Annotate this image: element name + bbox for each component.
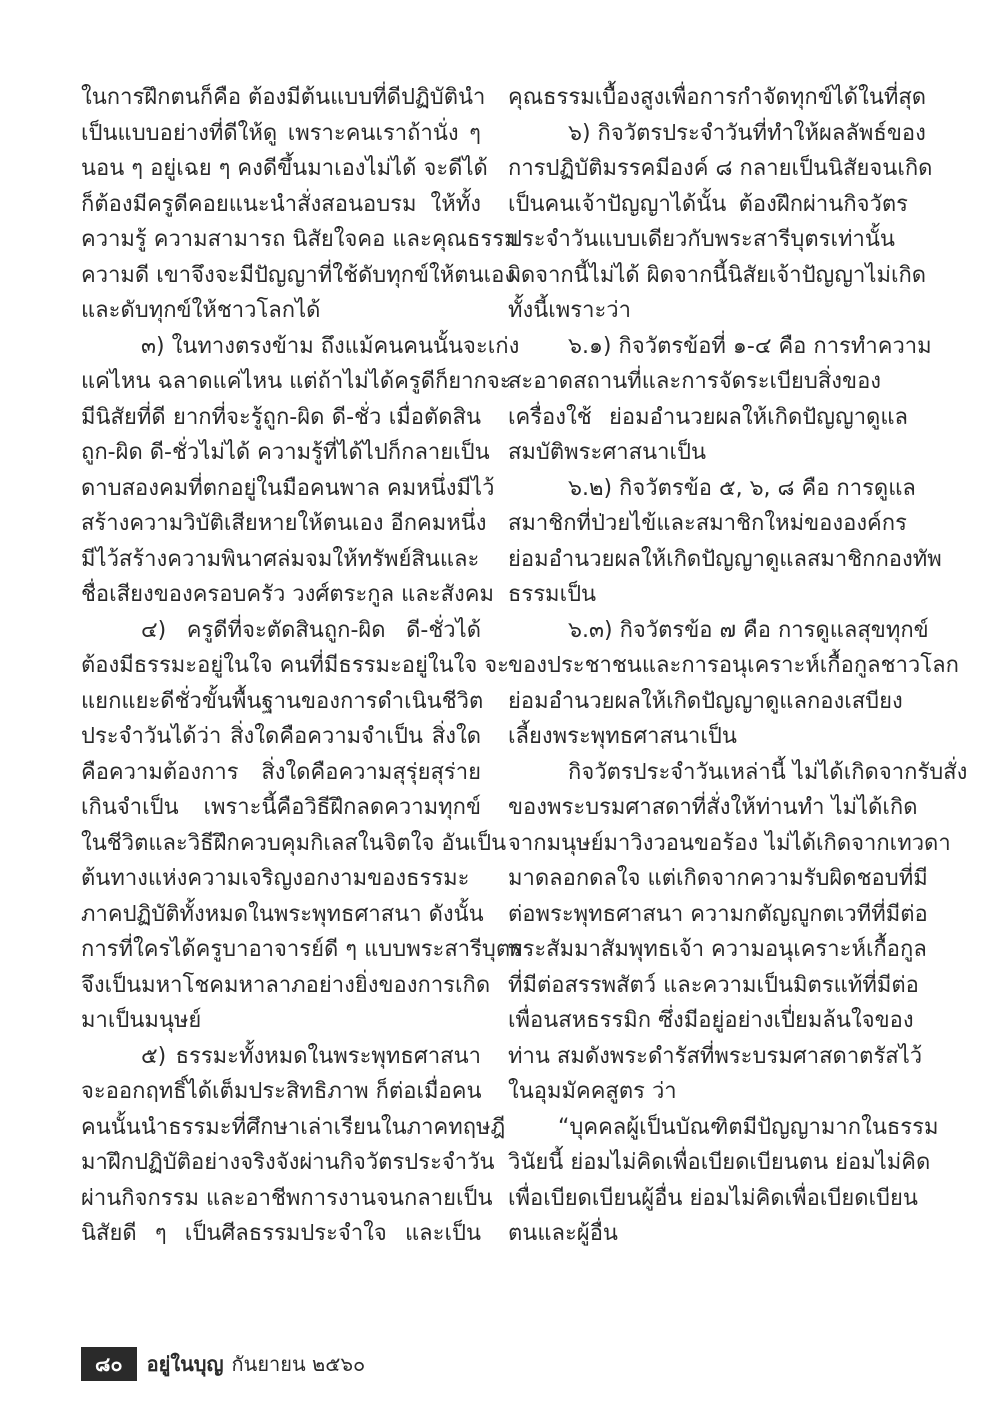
text-line: คือความต้องการ สิ่งใดคือความสุรุ่ยสุร่าย	[81, 759, 481, 785]
text-line: ย่อมอำนวยผลให้เกิดปัญญาดูแลกองเสบียง	[508, 688, 903, 714]
text-line: เครื่องใช้ ย่อมอำนวยผลให้เกิดปัญญาดูแล	[508, 404, 908, 430]
text-line: ต้องมีธรรมะอยู่ในใจ คนที่มีธรรมะอยู่ในใจ จะ	[81, 653, 509, 678]
text-line: ในชีวิตและวิธีฝึกควบคุมกิเลสในจิตใจ อันเป็น	[81, 830, 507, 856]
text-line: ต้นทางแห่งความเจริญงอกงามของธรรมะ	[81, 866, 470, 891]
text-line: การที่ใครได้ครูบาอาจารย์ดี ๆ แบบพระสารีบุตร	[81, 937, 522, 962]
text-line: และดับทุกข์ให้ชาวโลกได้	[81, 298, 321, 323]
text-line: มาเป็นมนุษย์	[81, 1008, 202, 1033]
text-line: พระสัมมาสัมพุทธเจ้า ความอนุเคราะห์เกื้อกูล	[508, 937, 927, 962]
quote-line: เพื่อเบียดเบียนผู้อื่น ย่อมไม่คิดเพื่อเบียดเบียน	[508, 1185, 918, 1211]
quote-line: ตนและผู้อื่น	[508, 1221, 618, 1246]
text-line: นิสัยดี ๆ เป็นศีลธรรมประจำใจ และเป็น	[81, 1221, 481, 1246]
quote-start: “บุคคลผู้เป็นบัณฑิตมีปัญญามากในธรรม	[558, 1114, 939, 1140]
text-line: ถูก-ผิด ดี-ชั่วไม่ได้ ความรู้ที่ได้ไปก็กลายเป็น	[81, 440, 490, 465]
paragraph-6-start: ๖) กิจวัตรประจำวันที่ทำให้ผลลัพธ์ของ	[568, 120, 926, 146]
paragraph-6-2-start: ๖.๒) กิจวัตรข้อ ๕, ๖, ๘ คือ การดูแล	[568, 475, 916, 501]
paragraph-4-start: ๔) ครูดีที่จะตัดสินถูก-ผิด ดี-ชั่วได้	[141, 617, 481, 643]
text-line: ประจำวันแบบเดียวกับพระสารีบุตรเท่านั้น	[508, 227, 895, 252]
text-line: แค่ไหน ฉลาดแค่ไหน แต่ถ้าไม่ได้ครูดีก็ยากจะ	[81, 369, 512, 394]
text-line: แยกแยะดีชั่วขั้นพื้นฐานของการดำเนินชีวิต	[81, 688, 484, 714]
magazine-title: อยู่ในบุญ	[146, 1352, 224, 1376]
text-line: ท่าน สมดังพระดำรัสที่พระบรมศาสดาตรัสไว้	[508, 1043, 923, 1069]
text-line: สร้างความวิบัติเสียหายให้ตนเอง อีกคมหนึ่ง	[81, 511, 487, 536]
text-line: มีไว้สร้างความพินาศล่มจมให้ทรัพย์สินและ	[81, 546, 480, 572]
text-line: จากมนุษย์มาวิงวอนขอร้อง ไม่ได้เกิดจากเทวดา	[508, 830, 951, 856]
text-line: ประจำวันได้ว่า สิ่งใดคือความจำเป็น สิ่งใด	[81, 724, 481, 749]
paragraph-6-1-start: ๖.๑) กิจวัตรข้อที่ ๑-๔ คือ การทำความ	[568, 333, 932, 359]
text-line: คนนั้นนำธรรมะที่ศึกษาเล่าเรียนในภาคทฤษฎี	[81, 1114, 506, 1140]
text-line: ย่อมอำนวยผลให้เกิดปัญญาดูแลสมาชิกกองทัพ	[508, 546, 942, 572]
paragraph-3-start: ๓) ในทางตรงข้าม ถึงแม้คนคนนั้นจะเก่ง	[141, 333, 520, 359]
text-line: เพื่อนสหธรรมิก ซึ่งมีอยู่อย่างเปี่ยมล้นใจของ	[508, 1008, 914, 1033]
text-line: สมบัติพระศาสนาเป็น	[508, 440, 706, 465]
quote-line: วินัยนี้ ย่อมไม่คิดเพื่อเบียดเบียนตน ย่อมไม่คิด	[508, 1150, 931, 1175]
text-line: นอน ๆ อยู่เฉย ๆ คงดีขึ้นมาเองไม่ได้ จะดีได้	[81, 156, 488, 181]
text-line: ในการฝึกตนก็คือ ต้องมีต้นแบบที่ดีปฏิบัตินำ	[81, 85, 486, 110]
text-line: ที่มีต่อสรรพสัตว์ และความเป็นมิตรแท้ที่มีต่อ	[508, 972, 919, 998]
text-line: เป็นแบบอย่างที่ดีให้ดู เพราะคนเราถ้านั่ง ๆ	[81, 120, 481, 146]
page-number: ๘๐	[81, 1347, 137, 1381]
text-line: ผิดจากนี้ไม่ได้ ผิดจากนี้นิสัยเจ้าปัญญาไม่เกิด	[508, 262, 927, 288]
issue-date: กันยายน ๒๕๖๐	[231, 1352, 366, 1376]
text-line: เลี้ยงพระพุทธศาสนาเป็น	[508, 724, 737, 749]
paragraph-6-3-start: ๖.๓) กิจวัตรข้อ ๗ คือ การดูแลสุขทุกข์	[568, 617, 929, 643]
text-line: สะอาดสถานที่และการจัดระเบียบสิ่งของ	[508, 369, 882, 394]
text-line: ของประชาชนและการอนุเคราะห์เกื้อกูลชาวโลก	[508, 653, 959, 678]
text-line: การปฏิบัติมรรคมีองค์ ๘ กลายเป็นนิสัยจนเกิด	[508, 156, 933, 181]
text-line: ชื่อเสียงของครอบครัว วงศ์ตระกูล และสังคม	[81, 582, 494, 607]
text-line: จะออกฤทธิ์ได้เต็มประสิทธิภาพ ก็ต่อเมื่อคน	[81, 1079, 482, 1104]
text-line: ความดี เขาจึงจะมีปัญญาที่ใช้ดับทุกข์ให้ตนเอง	[81, 262, 516, 288]
left-column	[81, 80, 522, 1252]
text-line: ต่อพระพุทธศาสนา ความกตัญญูกตเวทีที่มีต่อ	[508, 901, 928, 927]
text-line: ความรู้ ความสามารถ นิสัยใจคอ และคุณธรรม	[81, 227, 519, 252]
text-line: ของพระบรมศาสดาที่สั่งให้ท่านทำ ไม่ได้เกิด	[508, 795, 918, 820]
text-line: มาฝึกปฏิบัติอย่างจริงจังผ่านกิจวัตรประจำวัน	[81, 1150, 495, 1175]
text-line: ในอุมมัคคสูตร ว่า	[508, 1079, 677, 1104]
text-line: จึงเป็นมหาโชคมหาลาภอย่างยิ่งของการเกิด	[81, 972, 491, 998]
text-line: สมาชิกที่ป่วยไข้และสมาชิกใหม่ขององค์กร	[508, 511, 907, 536]
text-line: มาดลอกดลใจ แต่เกิดจากความรับผิดชอบที่มี	[508, 866, 928, 891]
text-line: ทั้งนี้เพราะว่า	[508, 298, 631, 323]
text-line: มีนิสัยที่ดี ยากที่จะรู้ถูก-ผิด ดี-ชั่ว เมื่อตัดสิน	[81, 404, 481, 430]
text-line: ดาบสองคมที่ตกอยู่ในมือคนพาล คมหนึ่งมีไว้	[81, 475, 495, 501]
text-line: ก็ต้องมีครูดีคอยแนะนำสั่งสอนอบรม ให้ทั้ง	[81, 191, 481, 217]
text-line: เกินจำเป็น เพราะนี้คือวิธีฝึกลดความทุกข์	[81, 795, 481, 820]
page-footer	[81, 1345, 365, 1383]
paragraph-routine-start: กิจวัตรประจำวันเหล่านี้ ไม่ได้เกิดจากรับสั่ง	[568, 759, 968, 785]
text-line: ภาคปฏิบัติทั้งหมดในพระพุทธศาสนา ดังนั้น	[81, 901, 484, 927]
right-column	[508, 80, 968, 1252]
text-line: คุณธรรมเบื้องสูงเพื่อการกำจัดทุกข์ได้ในที่สุด	[508, 85, 927, 110]
text-line: ผ่านกิจกรรม และอาชีพการงานจนกลายเป็น	[81, 1185, 493, 1211]
text-line: เป็นคนเจ้าปัญญาได้นั้น ต้องฝึกผ่านกิจวัตร	[508, 191, 908, 217]
paragraph-5-start: ๕) ธรรมะทั้งหมดในพระพุทธศาสนา	[141, 1043, 481, 1069]
text-line: ธรรมเป็น	[508, 582, 597, 607]
